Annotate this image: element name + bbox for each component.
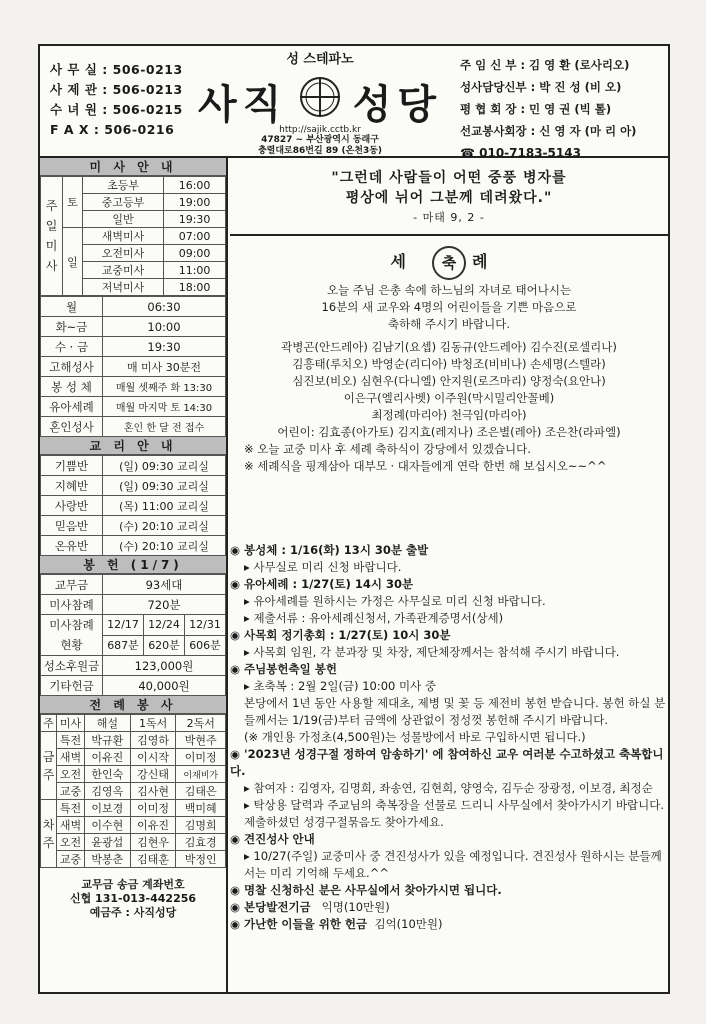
sunday-label: 일 — [63, 228, 83, 296]
offering-value: 40,000원 — [103, 676, 226, 696]
weekday-label: 유아세례 — [41, 397, 103, 417]
mass-name: 교중미사 — [83, 262, 164, 279]
edu-time: (일) 09:30 교리실 — [103, 476, 226, 496]
announcement-title: ◉ 견진성사 안내 — [230, 831, 668, 848]
offering-section-title: 봉 헌 (1/7) — [40, 556, 226, 574]
service-cell: 이미정 — [176, 749, 226, 766]
mass-name: 저녁미사 — [83, 279, 164, 296]
announcement-detail: 본당에서 1년 동안 사용할 제대초, 제병 및 꽃 등 제전비 봉헌 받습니다. 봉헌 하실 분들께서는 1/19(금)부터 금액에 상관없이 정성껏 봉헌해 주시기 바랍니다. — [244, 696, 666, 727]
announcement-title: ◉ 가난한 이들을 위한 헌금 — [230, 917, 367, 931]
contact-rectory: 사 제 관 : 506-0213 — [50, 82, 183, 97]
mass-time: 19:00 — [164, 194, 226, 211]
service-cell: 이보경 — [85, 800, 131, 817]
account-info — [40, 868, 226, 920]
staff-list — [460, 54, 636, 164]
note-line: ※ 세례식을 핑계삼아 대부모 · 대자들에게 연락 한번 해 보십시오~~^^ — [244, 459, 607, 473]
attendance-label: 미사참례 현황 — [41, 615, 103, 656]
sunday-mass-label: 주일미사 — [41, 177, 63, 296]
edu-class: 사랑반 — [41, 496, 103, 516]
mass-time: 19:30 — [164, 211, 226, 228]
weekday-label: 고해성사 — [41, 357, 103, 377]
contact-list — [50, 60, 183, 140]
service-cell: 이유진 — [130, 817, 176, 834]
church-name — [190, 71, 450, 128]
weekday-value: 06:30 — [103, 297, 226, 317]
mass-time: 07:00 — [164, 228, 226, 245]
announcement-detail: ▸ 제출서류 : 유아세례신청서, 가족관계증명서(상세) — [230, 610, 668, 627]
names-line: 심진보(비오) 심현우(다니엘) 안지원(로즈마리) 양정숙(요안나) — [292, 374, 606, 388]
service-table — [40, 714, 226, 868]
service-cell: 한인숙 — [85, 766, 131, 783]
contact-office: 사 무 실 : 506-0213 — [50, 62, 183, 77]
service-cell: 특전 — [57, 800, 85, 817]
note-line: ※ 오늘 교중 미사 후 세례 축하식이 강당에서 있겠습니다. — [244, 442, 531, 456]
edu-class: 지혜반 — [41, 476, 103, 496]
edu-class: 온유반 — [41, 536, 103, 556]
service-cell: 특전 — [57, 732, 85, 749]
service-cell: 박현주 — [176, 732, 226, 749]
announcement-item — [230, 899, 668, 916]
intro-line: 오늘 주님 은총 속에 하느님의 자녀로 태어나시는 — [326, 283, 572, 297]
names-line: 김흥태(루치오) 박영순(리디아) 박청조(비비나) 손세명(스텔라) — [292, 357, 606, 371]
announcement-item — [230, 661, 668, 746]
church-title-block — [190, 46, 450, 158]
baptism-title — [230, 242, 668, 282]
church-name-part2: 성당 — [352, 82, 442, 128]
baptism-intro — [230, 282, 668, 333]
service-cell: 백미혜 — [176, 800, 226, 817]
announcement-title: ◉ 명찰 신청하신 분은 사무실에서 찾아가시면 됩니다. — [230, 882, 668, 899]
header — [40, 46, 668, 158]
edu-section-title: 교 리 안 내 — [40, 437, 226, 455]
service-head: 해설 — [85, 715, 131, 732]
mass-section-title: 미 사 안 내 — [40, 158, 226, 176]
mass-time: 09:00 — [164, 245, 226, 262]
baptism-title-part1: 세 — [390, 252, 426, 271]
offering-label: 성소후원금 — [41, 656, 103, 676]
offering-label: 기타헌금 — [41, 676, 103, 696]
service-cell: 이시작 — [130, 749, 176, 766]
names-line: 곽병곤(안드레아) 김남기(요셉) 김동규(안드레아) 김수진(로셀리나) — [281, 340, 617, 354]
baptism-names — [230, 339, 668, 441]
baptism-title-part2: 례 — [472, 252, 508, 271]
service-cell: 김영하 — [130, 732, 176, 749]
service-cell: 이미정 — [130, 800, 176, 817]
announcement-item — [230, 746, 668, 831]
weekday-value: 매월 셋째주 화 13:30 — [103, 377, 226, 397]
announcement-item — [230, 542, 668, 576]
edu-class: 기쁨반 — [41, 456, 103, 476]
offering-value: 720분 — [103, 595, 226, 615]
attendance-value: 620분 — [144, 635, 185, 656]
saturday-label: 토 — [63, 177, 83, 228]
staff-assistant: 성사담당신부 : 박 진 성 (비 오) — [460, 80, 622, 94]
service-cell: 교중 — [57, 783, 85, 800]
weekday-label: 월 — [41, 297, 103, 317]
announcement-title: ◉ 주님봉헌축일 봉헌 — [230, 661, 668, 678]
announcement-detail: ▸ 사무실로 미리 신청 바랍니다. — [230, 559, 668, 576]
announcement-item — [230, 576, 668, 627]
attendance-date: 12/17 — [103, 615, 144, 636]
edu-class: 믿음반 — [41, 516, 103, 536]
service-head: 미사 — [57, 715, 85, 732]
service-cell: 김사현 — [130, 783, 176, 800]
service-cell: 윤광섭 — [85, 834, 131, 851]
weekday-value: 매 미사 30분전 — [103, 357, 226, 377]
baptism-section — [230, 242, 668, 475]
website-link[interactable]: http://sajik.cctb.kr — [279, 125, 361, 135]
service-cell: 오전 — [57, 834, 85, 851]
announcement-title: ◉ '2023년 성경구절 정하여 암송하기' 에 참여하신 교우 여러분 수고하셨고 축복합니다. — [230, 746, 668, 780]
names-line: 어린이: 김효종(아가토) 김지효(레지나) 조은별(레아) 조은찬(라파엘) — [277, 425, 621, 439]
right-column — [230, 158, 668, 994]
mass-name: 초등부 — [83, 177, 164, 194]
attendance-date: 12/24 — [144, 615, 185, 636]
quote-line1: "그런데 사람들이 어떤 중풍 병자를 — [331, 170, 567, 186]
service-cell: 김명희 — [176, 817, 226, 834]
this-week-label: 금주 — [41, 732, 57, 800]
announcement-detail: (※ 개인용 가정초(4,500원)는 성물방에서 바로 구입하시면 됩니다.) — [244, 730, 586, 744]
mass-name: 일반 — [83, 211, 164, 228]
announcement-item — [230, 627, 668, 661]
edu-table — [40, 455, 226, 556]
cross-logo-icon — [298, 75, 342, 119]
quote-line2: 평상에 뉘어 그분께 데려왔다." — [345, 190, 553, 206]
announcement-detail: ▸ 사목회 임원, 각 분과장 및 차장, 제단체장께서는 참석해 주시기 바랍니다. — [230, 644, 668, 661]
service-section-title: 전 례 봉 사 — [40, 696, 226, 714]
service-cell: 김영옥 — [85, 783, 131, 800]
baptism-notes — [230, 441, 668, 475]
announcement-title: ◉ 사목회 정기총회 : 1/27(토) 10시 30분 — [230, 627, 668, 644]
announcement-item — [230, 882, 668, 899]
edu-time: (수) 20:10 교리실 — [103, 536, 226, 556]
announcement-extra: 익명(10만원) — [321, 900, 390, 914]
service-cell: 박규환 — [85, 732, 131, 749]
names-line: 최정례(마리아) 천극임(마리아) — [371, 408, 527, 422]
service-cell: 새벽 — [57, 817, 85, 834]
weekday-label: 혼인성사 — [41, 417, 103, 437]
mass-name: 중고등부 — [83, 194, 164, 211]
mass-name: 오전미사 — [83, 245, 164, 262]
service-cell: 오전 — [57, 766, 85, 783]
phone-number: ☎ 010-7183-5143 — [460, 146, 581, 160]
account-number: 신협 131-013-442256 — [69, 892, 197, 905]
bulletin-page — [38, 44, 670, 994]
scripture-quote — [230, 158, 668, 228]
contact-convent: 수 녀 원 : 506-0215 — [50, 102, 183, 117]
announcement-title: ◉ 유아세례 : 1/27(토) 14시 30분 — [230, 576, 668, 593]
service-head: 2독서 — [176, 715, 226, 732]
mass-time: 11:00 — [164, 262, 226, 279]
mass-name: 새벽미사 — [83, 228, 164, 245]
announcement-list — [230, 542, 668, 933]
announcement-detail: ▸ 유아세례를 원하시는 가정은 사무실로 미리 신청 바랍니다. — [230, 593, 668, 610]
staff-pastor: 주 임 신 부 : 김 영 환 (로사리오) — [460, 58, 630, 72]
announcement-detail: ▸ 참여자 : 김영자, 김명희, 좌송연, 김현희, 양영숙, 김두순 장광정, 이보경, 최정순 — [230, 780, 668, 797]
staff-council: 평 협 회 장 : 민 영 권 (빅 톨) — [460, 102, 612, 116]
service-cell: 김태은 — [176, 783, 226, 800]
intro-line: 16분의 새 교우와 4명의 어린이들을 기쁜 마음으로 — [321, 300, 577, 314]
weekday-value: 19:30 — [103, 337, 226, 357]
service-cell: 강신태 — [130, 766, 176, 783]
announcement-detail: ▸ 10/27(주일) 교중미사 중 견진성사가 있을 예정입니다. 견진성사 원하시는 분들께서는 미리 기억해 두세요.^^ — [230, 848, 668, 882]
edu-time: (수) 20:10 교리실 — [103, 516, 226, 536]
announcement-detail: ▸ 탁상용 달력과 주교님의 축복장을 선물로 드리니 사무실에서 찾아가시기 바랍니다. 제출하셨던 성경구절묶음도 찾아가세요. — [230, 797, 668, 831]
announcement-extra: 김억(10만원) — [374, 917, 443, 931]
service-cell: 교중 — [57, 851, 85, 868]
service-cell: 김태훈 — [130, 851, 176, 868]
church-name-part1: 사직 — [198, 82, 288, 128]
account-holder: 예금주 : 사직성당 — [89, 906, 177, 919]
quote-source: - 마태 9, 2 - — [413, 211, 485, 224]
service-cell: 김효경 — [176, 834, 226, 851]
announcement-title: ◉ 봉성체 : 1/16(화) 13시 30분 출발 — [230, 542, 668, 559]
offering-value: 123,000원 — [103, 656, 226, 676]
service-cell: 새벽 — [57, 749, 85, 766]
weekday-value: 매월 마지막 토 14:30 — [103, 397, 226, 417]
announcement-item — [230, 831, 668, 882]
weekday-label: 수 · 금 — [41, 337, 103, 357]
weekday-label: 봉 성 체 — [41, 377, 103, 397]
address-line2: 충렬대로86번길 89 (온천3동) — [257, 146, 383, 156]
edu-time: (일) 09:30 교리실 — [103, 456, 226, 476]
weekday-value: 혼인 한 달 전 접수 — [103, 417, 226, 437]
service-cell: 박봉춘 — [85, 851, 131, 868]
service-cell: 김현우 — [130, 834, 176, 851]
names-line: 이은구(엘리사벳) 이주원(막시밀리안꼴베) — [343, 391, 555, 405]
service-cell: 박정인 — [176, 851, 226, 868]
weekday-table — [40, 296, 226, 437]
mass-time: 18:00 — [164, 279, 226, 296]
next-week-label: 차주 — [41, 800, 57, 868]
service-cell: 이재비가 — [176, 766, 226, 783]
celebration-emblem-icon: 축 — [432, 246, 466, 280]
attendance-value: 606분 — [185, 635, 226, 656]
edu-time: (목) 11:00 교리실 — [103, 496, 226, 516]
intro-line: 축하해 주시기 바랍니다. — [387, 317, 511, 331]
mass-time: 16:00 — [164, 177, 226, 194]
offering-label: 미사참례 — [41, 595, 103, 615]
account-title: 교무금 송금 계좌번호 — [81, 878, 185, 891]
divider — [230, 234, 668, 236]
attendance-date: 12/31 — [185, 615, 226, 636]
offering-table — [40, 574, 226, 696]
attendance-value: 687분 — [103, 635, 144, 656]
mass-table — [40, 176, 226, 296]
service-cell: 이유진 — [85, 749, 131, 766]
contact-fax: F A X : 506-0216 — [50, 122, 175, 137]
announcement-detail: ▸ 초축복 : 2월 2일(금) 10:00 미사 중 — [230, 678, 668, 695]
address-line1: 47827 ~ 부산광역시 동래구 — [261, 135, 379, 145]
offering-label: 교무금 — [41, 575, 103, 595]
weekday-value: 10:00 — [103, 317, 226, 337]
service-cell: 이수현 — [85, 817, 131, 834]
announcement-item — [230, 916, 668, 933]
weekday-label: 화~금 — [41, 317, 103, 337]
announcement-title: ◉ 본당발전기금 — [230, 900, 311, 914]
saint-name: 성 스테파노 — [286, 52, 354, 67]
offering-value: 93세대 — [103, 575, 226, 595]
left-column — [40, 158, 228, 994]
staff-mission: 선교봉사회장 : 신 영 자 (마 리 아) — [460, 124, 637, 138]
service-head: 1독서 — [130, 715, 176, 732]
service-head: 주 — [41, 715, 57, 732]
